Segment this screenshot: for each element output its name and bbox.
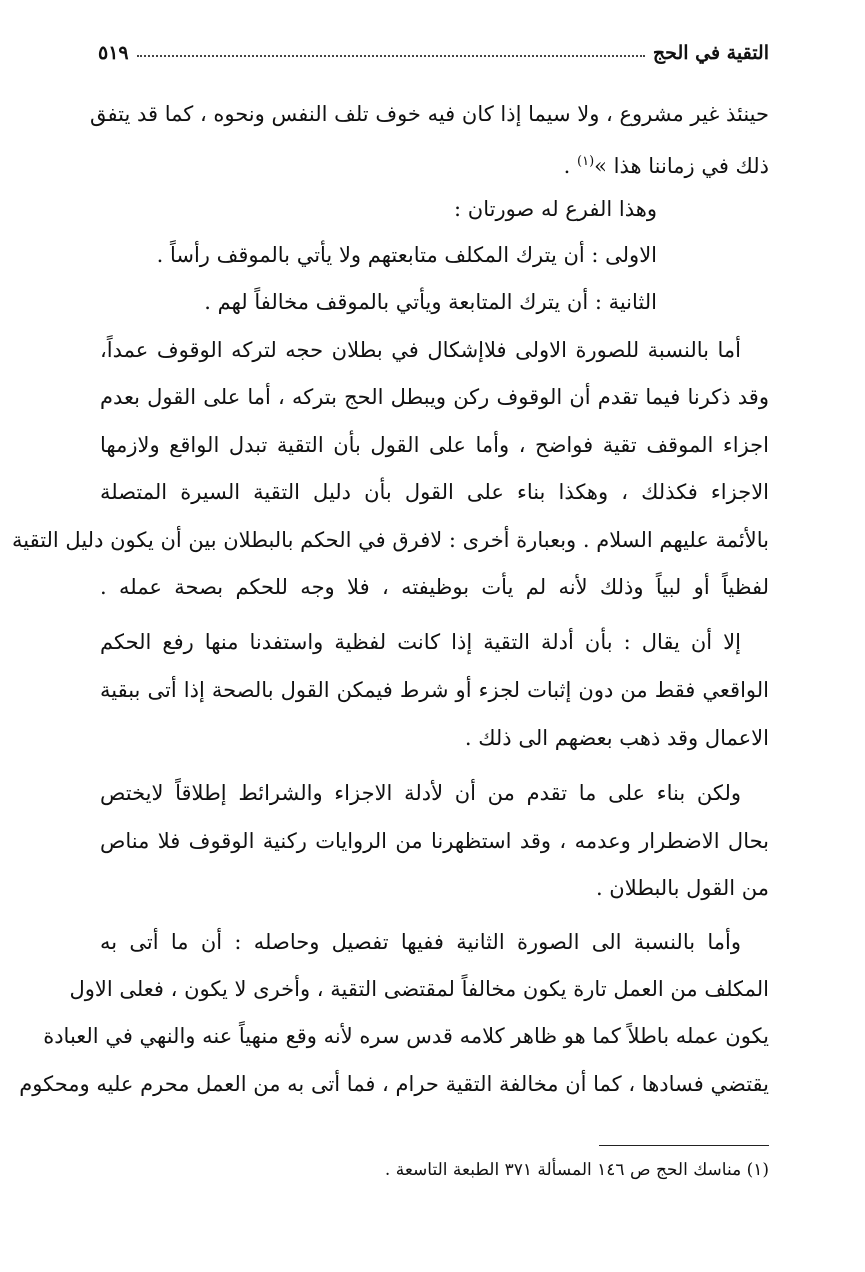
text-line: بحال الاضطرار وعدمه ، وقد استظهرنا من الروايات ركنية الوقوف فلا مناص (100, 829, 769, 853)
footnote: (١) مناسك الحج ص ١٤٦ المسألة ٣٧١ الطبعة التاسعة . (384, 1160, 769, 1180)
text-line: الاولى : أن يترك المكلف متابعتهم ولا يأتي بالموقف رأساً . (156, 243, 657, 267)
text-line: وأما بالنسبة الى الصورة الثانية ففيها تفصيل وحاصله : أن ما أتى به (100, 930, 741, 954)
text-line: الاجزاء فكذلك ، وهكذا بناء على القول بأن دليل التقية السيرة المتصلة (100, 480, 769, 504)
running-header (98, 30, 769, 64)
chapter-title: التقية في الحج (652, 42, 769, 64)
footnote-separator (599, 1145, 769, 1146)
text-line: الاعمال وقد ذهب بعضهم الى ذلك . (464, 726, 769, 750)
text-line: حينئذ غير مشروع ، ولا سيما إذا كان فيه خوف تلف النفس ونحوه ، كما قد يتفق (90, 102, 769, 126)
text-line: المكلف من العمل تارة يكون مخالفاً لمقتضى التقية ، وأخرى لا يكون ، فعلى الاول (69, 977, 769, 1001)
footnote-marker: (١) (577, 154, 595, 169)
text-line: وهذا الفرع له صورتان : (454, 197, 657, 221)
text-line: الواقعي فقط من دون إثبات لجزء أو شرط فيمكن القول بالصحة إذا أتى ببقية (100, 678, 769, 702)
text-line: وقد ذكرنا فيما تقدم أن الوقوف ركن ويبطل الحج بتركه ، أما على القول بعدم (100, 385, 769, 409)
text-line: الثانية : أن يترك المتابعة ويأتي بالموقف مخالفاً لهم . (204, 290, 657, 314)
text-line: يقتضي فسادها ، كما أن مخالفة التقية حرام ، فما أتى به من العمل محرم عليه ومحكوم (19, 1072, 769, 1096)
text-line: أما بالنسبة للصورة الاولى فلاإشكال في بطلان حجه لتركه الوقوف عمداً، (100, 338, 741, 362)
text-line: من القول بالبطلان . (595, 876, 769, 900)
page-number: ٥١٩ (98, 42, 129, 64)
text-line: لفظياً أو لبياً وذلك لأنه لم يأت بوظيفته ، فلا وجه للحكم بصحة عمله . (100, 575, 769, 599)
header-leader-dots (137, 54, 645, 57)
text-line-content: ذلك في زماننا هذا » (594, 154, 769, 178)
text-line: اجزاء الموقف تقية فواضح ، وأما على القول بأن التقية تبدل الواقع ولازمها (100, 433, 769, 457)
text-line: إلا أن يقال : بأن أدلة التقية إذا كانت لفظية واستفدنا منها رفع الحكم (100, 630, 741, 654)
text-line: ولكن بناء على ما تقدم من أن لأدلة الاجزاء والشرائط إطلاقاً لايختص (100, 781, 741, 805)
text-line: بالأئمة عليهم السلام . وبعبارة أخرى : لافرق في الحكم بالبطلان بين أن يكون دليل التقية (11, 528, 769, 552)
text-line: ذلك في زماننا هذا »$^{(١)}$ . (563, 154, 769, 178)
text-line: يكون عمله باطلاً كما هو ظاهر كلامه قدس سره لأنه وقع منهياً عنه والنهي في العبادة (43, 1024, 769, 1048)
